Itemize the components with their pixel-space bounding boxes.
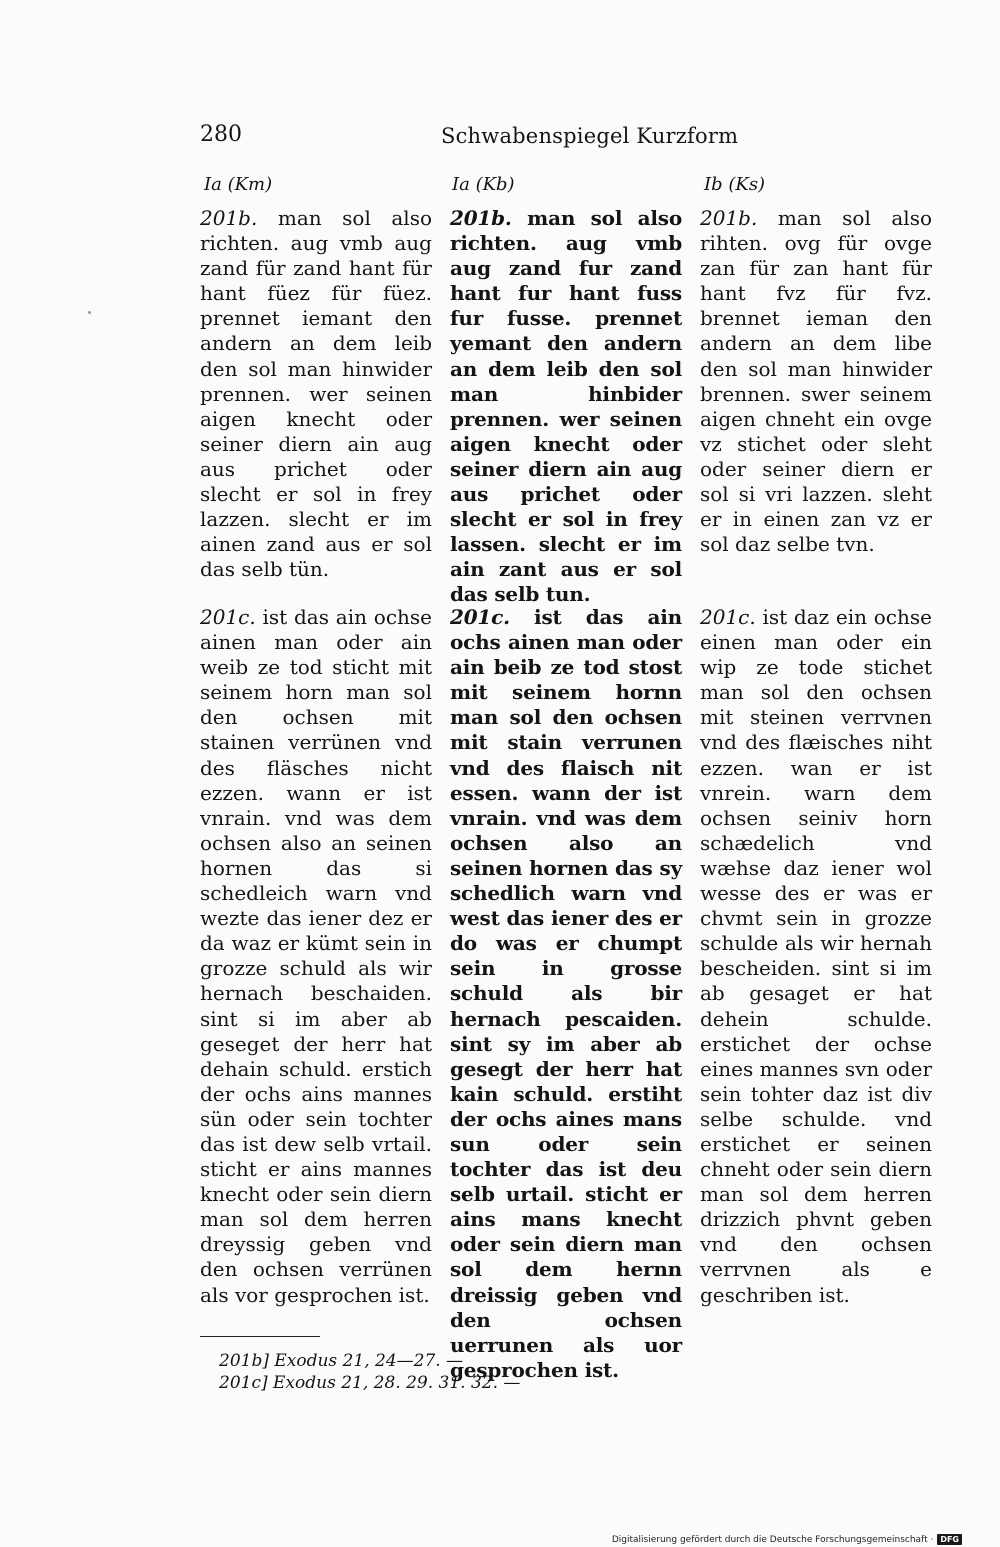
footnote: 201b] Exodus 21, 24—27. — xyxy=(219,1351,464,1371)
section-number: 201c. xyxy=(700,605,756,629)
footnote: 201c] Exodus 21, 28. 29. 31. 32. — xyxy=(219,1373,521,1393)
section-201c-km xyxy=(200,605,432,1308)
section-201b-km xyxy=(200,206,432,582)
scan-speck xyxy=(88,311,91,314)
column-heading-kb: Ia (Kb) xyxy=(452,174,515,195)
section-text: man sol also richten. aug vmb aug zand fur zand hant fur hant fuss fur fusse. prennet yemant den andern an dem leib den sol man hinbider prennen. wer seinen aigen knecht oder seiner diern ain aug aus prichet oder slecht er sol in frey lassen. slecht er im ain zant aus er sol das selb tun. xyxy=(450,206,682,607)
section-201c-kb xyxy=(450,605,682,1383)
footnote-rule xyxy=(200,1336,320,1337)
imprint-text: Digitalisierung gefördert durch die Deutsche Forschungsgemeinschaft · xyxy=(611,1534,934,1545)
digitization-imprint xyxy=(612,1534,962,1545)
section-text: ist daz ein ochse einen man oder ein wip ze tode stichet man sol den ochsen mit steinen verrvnen vnd des flæisches niht ezzen. wan er ist vnrein. warn dem ochsen seiniv horn schædelich vnd wæhse daz iener wol wesse des er was er chvmt sein in grozze schulde als wir hernah bescheiden. sint si im ab gesaget er hat dehein schulde. erstichet der ochse eines mannes svn oder sein tohter daz ist div selbe schulde. vnd erstichet er seinen chneht oder sein diern man sol dem herren drizzich phvnt geben vnd den ochsen verrvnen als e geschriben ist. xyxy=(700,605,932,1307)
section-number: 201b. xyxy=(450,206,512,230)
section-201c-ks xyxy=(700,605,932,1308)
section-text: ist das ain ochse ainen man oder ain weib ze tod sticht mit seinem horn man sol den ochsen mit stainen verrünen vnd des fläsches nicht ezzen. wann er ist vnrain. vnd was dem ochsen also an seinen hornen das si schedleich warn vnd wezte das iener dez er da waz er kümt sein in grozze schuld als wir hernach beschaiden. sint si im aber ab geseget der herr hat dehain schuld. erstich der ochs ains mannes sün oder sein tochter das ist dew selb vrtail. sticht er ains mannes knecht oder sein diern man sol dem herren dreyssig geben vnd den ochsen verrünen als vor gesprochen ist. xyxy=(200,605,432,1307)
section-text: ist das ain ochs ainen man oder ain beib ze tod stost mit seinem hornn man sol den ochsen mit stain verrunen vnd des flaisch nit essen. wann der ist vnrain. vnd was dem ochsen also an seinen hornen das sy schedlich warn vnd west das iener des er do was er chumpt sein in grosse schuld als bir hernach pescaiden. sint sy im aber ab gesegt der herr hat kain schuld. erstiht der ochs aines mans sun oder sein tochter das ist deu selb urtail. sticht er ains mans knecht oder sein diern man sol dem hernn dreissig geben vnd den ochsen uerrunen als uor gesprochen ist. xyxy=(450,605,682,1382)
section-number: 201b. xyxy=(200,206,258,230)
column-heading-km: Ia (Km) xyxy=(204,174,273,195)
page-number: 280 xyxy=(200,122,242,147)
section-text: man sol also rihten. ovg für ovge zan für zan hant für hant fvz für fvz. brennet ieman den andern an dem libe den sol man hinwider brennen. swer seinem aigen chneht ein ovge vz stichet oder sleht oder seiner diern er sol si vri lazzen. sleht er in einen zan vz er sol daz selbe tvn. xyxy=(700,206,932,557)
section-201b-ks xyxy=(700,206,932,557)
section-201b-kb xyxy=(450,206,682,608)
column-heading-ks: Ib (Ks) xyxy=(704,174,766,195)
footnotes xyxy=(219,1350,520,1394)
section-number: 201b. xyxy=(700,206,758,230)
running-title: Schwabenspiegel Kurzform xyxy=(441,124,739,148)
section-number: 201c. xyxy=(450,605,510,629)
section-number: 201c. xyxy=(200,605,256,629)
dfg-logo: DFG xyxy=(937,1534,962,1545)
section-text: man sol also richten. aug vmb aug zand für zand hant für hant füez für füez. prennet iemant den andern an dem leib den sol man hinwider prennen. wer seinen aigen knecht oder seiner diern ain aug aus prichet oder slecht er sol in frey lazzen. slecht er im ainen zand aus er sol das selb tün. xyxy=(200,206,432,582)
